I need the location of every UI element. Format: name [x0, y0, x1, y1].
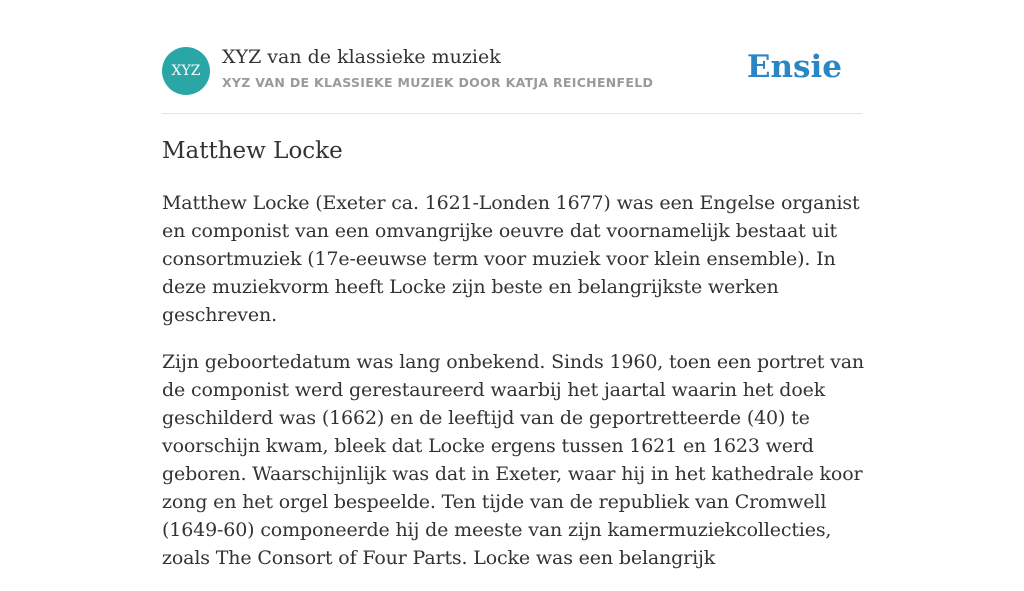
page [162, 0, 865, 569]
blog-title[interactable]: XYZ van de klassieke muziek [222, 46, 501, 68]
blog-avatar[interactable]: XYZ [162, 47, 210, 95]
article-title: Matthew Locke [162, 138, 343, 164]
site-header [162, 46, 862, 96]
header-divider [162, 113, 862, 114]
article-paragraph: Matthew Locke (Exeter ca. 1621-Londen 1677) was een Engelse organist en componist van een omvangrijke oeuvre dat voornamelijk bestaat uit consortmuziek (17e-eeuwse term voor muziek voor klein ensemble). In deze muziekvorm heeft Locke zijn beste en belangrijkste werken geschreven. [162, 192, 860, 326]
article-paragraph: Zijn geboortedatum was lang onbekend. Sinds 1960, toen een portret van de componist werd gerestaureerd waarbij het jaartal waarin het doek geschilderd was (1662) en de leeftijd van de geportretteerde (40) te voorschijn kwam, bleek dat Locke ergens tussen 1621 en 1623 werd geboren. Waarschijnlijk was dat in Exeter, waar hij in het kathedrale koor zong en het orgel bespeelde. Ten tijde van de republiek van Cromwell (1649-60) componeerde hij de meeste van zijn kamermuziekcollecties, zoals The Consort of Four Parts. Locke was een belangrijk [162, 351, 865, 569]
blog-subtitle: XYZ VAN DE KLASSIEKE MUZIEK DOOR KATJA REICHENFELD [222, 75, 654, 90]
ensie-logo-link[interactable]: Ensie [746, 49, 842, 85]
article-body [162, 189, 867, 591]
